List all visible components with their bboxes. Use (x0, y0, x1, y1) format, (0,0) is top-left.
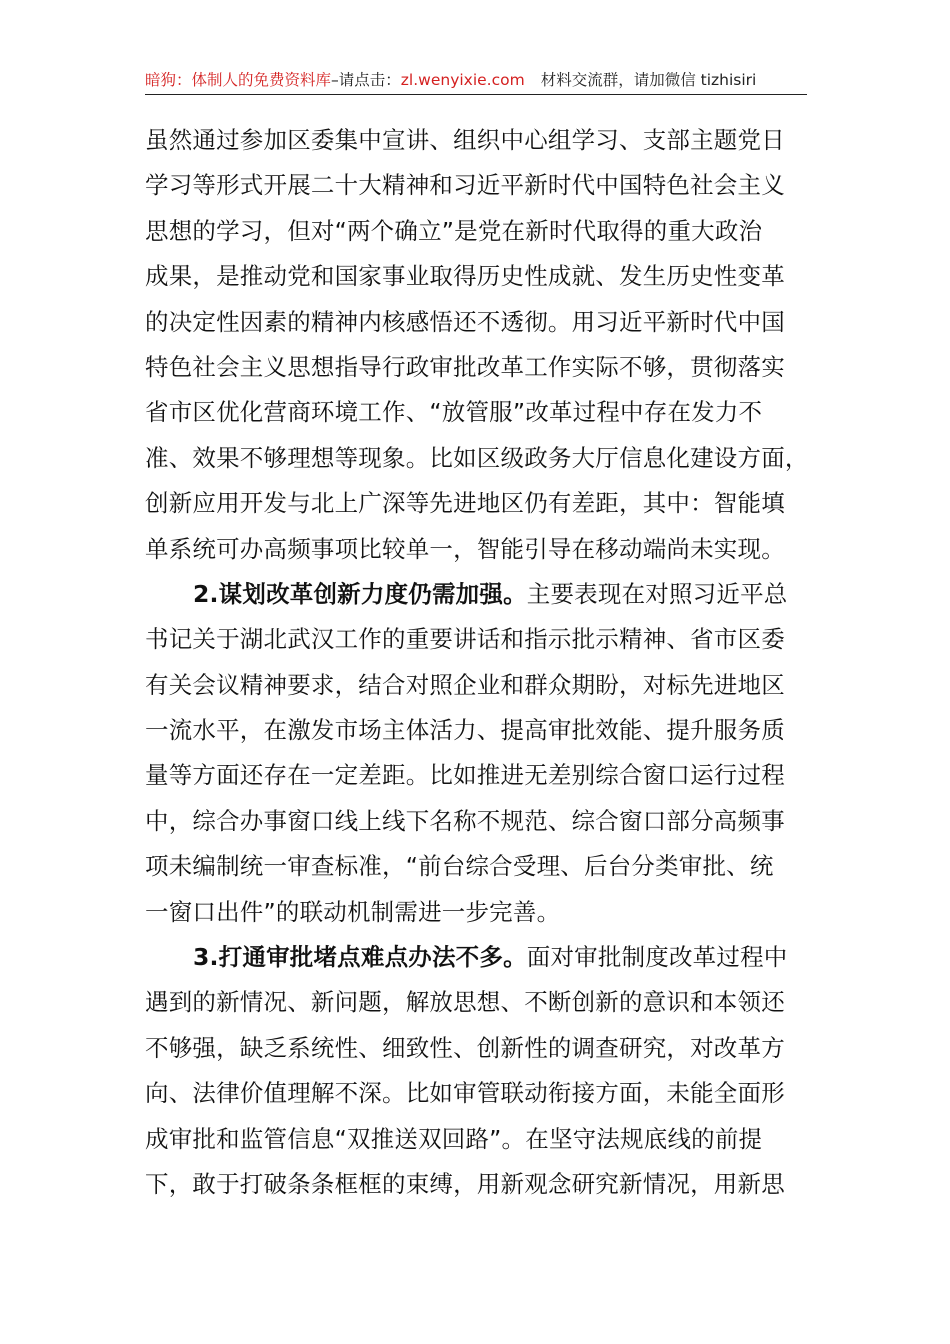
header-brand: 暗狗：体制人的免费资料库 (145, 71, 332, 89)
document-body (145, 118, 813, 1207)
text-line: 成审批和监管信息“双推送双回路”。在坚守法规底线的前提 (145, 1124, 763, 1153)
paragraph-2-heading: 2.谋划改革创新力度仍需加强。 (193, 579, 527, 608)
text-line: 准、效果不够理想等现象。比如区级政务大厅信息化建设方面， (145, 443, 809, 472)
header-url-link[interactable]: zl.wenyixie.com (400, 71, 525, 89)
text-line: 量等方面还存在一定差距。比如推进无差别综合窗口运行过程 (145, 761, 785, 790)
text-line: 书记关于湖北武汉工作的重要讲话和指示批示精神、省市区委 (145, 625, 785, 654)
text-line: 虽然通过参加区委集中宣讲、组织中心组学习、支部主题党日 (145, 126, 785, 154)
text-line: 思想的学习，但对“两个确立”是党在新时代取得的重大政治 (145, 216, 763, 245)
text-line: 中，综合办事窗口线上线下名称不规范、综合窗口部分高频事 (145, 806, 785, 835)
header-link-prefix: –请点击： (331, 71, 401, 89)
text-line: 一窗口出件”的联动机制需进一步完善。 (145, 897, 561, 926)
text-line: 学习等形式开展二十大精神和习近平新时代中国特色社会主义 (145, 171, 785, 200)
text-line: 下，敢于打破条条框框的束缚，用新观念研究新情况，用新思 (145, 1169, 785, 1198)
text-line: 创新应用开发与北上广深等先进地区仍有差距，其中：智能填 (145, 489, 785, 518)
text-line: 向、法律价值理解不深。比如审管联动衔接方面，未能全面形 (145, 1079, 785, 1108)
text-line: 一流水平，在激发市场主体活力、提高审批效能、提升服务质 (145, 716, 785, 745)
text-line: 的决定性因素的精神内核感悟还不透彻。用习近平新时代中国 (145, 307, 785, 336)
text-line: 有关会议精神要求，结合对照企业和群众期盼，对标先进地区 (145, 670, 785, 699)
text-line: 省市区优化营商环境工作、“放管服”改革过程中存在发力不 (145, 398, 763, 427)
text-line: 不够强，缺乏系统性、细致性、创新性的调查研究，对改革方 (145, 1033, 785, 1062)
paragraph-2-first-text: 主要表现在对照习近平总 (526, 579, 788, 608)
text-line: 特色社会主义思想指导行政审批改革工作实际不够，贯彻落实 (145, 352, 785, 381)
text-line: 单系统可办高频事项比较单一，智能引导在移动端尚未实现。 (145, 534, 785, 563)
paragraph-3-heading: 3.打通审批堵点难点办法不多。 (193, 943, 527, 972)
paragraph-3-first-text: 面对审批制度改革过程中 (526, 943, 788, 972)
paragraph-3-first-line (145, 935, 813, 980)
text-line: 成果，是推动党和国家事业取得历史性成就、发生历史性变革 (145, 262, 785, 291)
paragraph-2-first-line (145, 572, 813, 617)
text-line: 项未编制统一审查标准，“前台综合受理、后台分类审批、统 (145, 852, 774, 881)
header-contact: 材料交流群，请加微信 tizhisiri (540, 71, 757, 89)
page-header (145, 68, 807, 95)
text-line: 遇到的新情况、新问题，解放思想、不断创新的意识和本领还 (145, 988, 785, 1017)
